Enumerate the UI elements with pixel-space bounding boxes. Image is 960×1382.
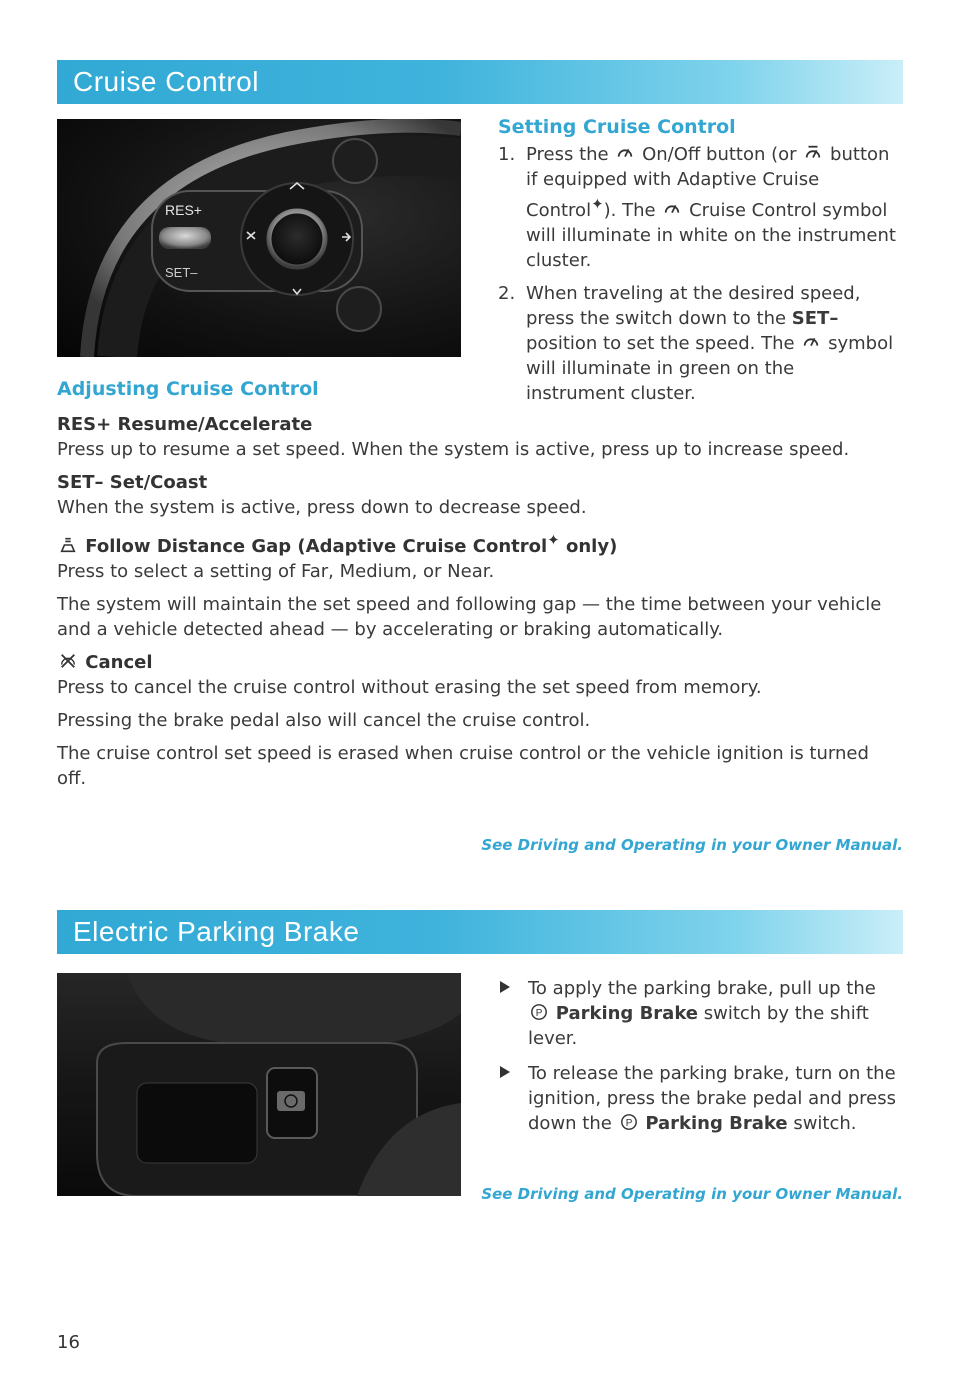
parking-brake-icon — [530, 1003, 548, 1021]
step-text: Press the — [526, 144, 609, 165]
item-text: Pressing the brake pedal also will cancel the cruise control. — [57, 710, 591, 731]
step-text: On/Off button (or — [642, 144, 797, 165]
page-number: 16 — [57, 1332, 80, 1353]
step-text: When traveling at the desired speed, press the switch down to the — [526, 283, 861, 329]
bullet-triangle-icon — [500, 1066, 510, 1078]
steering-wheel-illustration — [57, 119, 461, 357]
set-minus-label: SET– — [165, 265, 198, 280]
list-item — [498, 142, 898, 273]
item-text: Press up to resume a set speed. When the system is active, press up to increase speed. — [57, 439, 850, 460]
res-plus-label: RES+ — [165, 202, 202, 218]
item-title: RES+ Resume/Accelerate — [57, 414, 313, 435]
item-text: Press to cancel the cruise control without erasing the set speed from memory. — [57, 677, 762, 698]
follow-distance-gap-icon — [59, 536, 77, 554]
bullet-triangle-icon — [500, 981, 510, 993]
cruise-control-icon — [663, 200, 681, 218]
superscript-marker: ✦ — [591, 195, 604, 213]
svg-text:P: P — [625, 1118, 632, 1130]
svg-text:P: P — [535, 1008, 543, 1020]
item-title: Cancel — [57, 650, 903, 675]
list-item — [498, 1061, 898, 1136]
setting-cruise-control-section — [498, 116, 898, 414]
step-text: symbol will illuminate in green on the instrument cluster. — [526, 333, 894, 404]
bullet-text: switch. — [793, 1113, 857, 1134]
setting-cruise-control-heading: Setting Cruise Control — [498, 116, 736, 138]
follow-distance-gap-item — [57, 528, 903, 642]
console-illustration — [57, 973, 461, 1196]
set-minus-item — [57, 470, 903, 520]
adjusting-cruise-control-section — [57, 378, 903, 799]
item-text: The cruise control set speed is erased when cruise control or the vehicle ignition is turned off. — [57, 743, 869, 789]
parking-brake-icon — [620, 1113, 638, 1131]
superscript-marker: ✦ — [547, 531, 560, 549]
parking-brake-console-photo — [57, 973, 461, 1196]
item-title: SET– Set/Coast — [57, 472, 208, 493]
step-text: ). The — [603, 200, 656, 221]
cruise-control-icon — [616, 144, 634, 162]
parking-brake-term: Parking Brake — [555, 1003, 699, 1024]
res-plus-item — [57, 412, 903, 462]
parking-brake-list — [498, 976, 898, 1136]
item-text: The system will maintain the set speed and following gap — the time between your vehicle and a vehicle detected ahead — by accelerating or braking automatically. — [57, 594, 882, 640]
bullet-text: switch by the shift lever. — [528, 1003, 869, 1049]
section-banner-cruise-control: Cruise Control — [57, 60, 903, 104]
setting-steps-list — [498, 142, 898, 406]
cancel-icon — [59, 652, 77, 670]
see-owner-manual-note: See Driving and Operating in your Owner Manual. — [481, 1185, 903, 1203]
step-number: 2. — [498, 283, 516, 304]
adjusting-cruise-control-heading: Adjusting Cruise Control — [57, 378, 319, 400]
cruise-control-icon — [802, 333, 820, 351]
bullet-text: To apply the parking brake, pull up the — [528, 978, 876, 999]
step-number: 1. — [498, 144, 516, 165]
parking-brake-instructions — [498, 976, 898, 1146]
bullet-text: To release the parking brake, turn on the ignition, press the brake pedal and press down the — [528, 1063, 896, 1134]
step-text: Cruise Control symbol will illuminate in white on the instrument cluster. — [526, 200, 896, 271]
set-minus-term: SET– — [791, 308, 839, 329]
adaptive-cruise-control-icon — [804, 144, 822, 162]
step-text: button if equipped with Adaptive Cruise Control — [526, 144, 890, 221]
list-item — [498, 976, 898, 1051]
item-title: Follow Distance Gap (Adaptive Cruise Control✦ only) — [57, 528, 903, 559]
section-banner-electric-parking-brake: Electric Parking Brake — [57, 910, 903, 954]
cancel-item — [57, 650, 903, 791]
parking-brake-term: Parking Brake — [645, 1113, 788, 1134]
item-text: When the system is active, press down to decrease speed. — [57, 497, 587, 518]
steering-wheel-controls-photo — [57, 119, 461, 357]
step-text: position to set the speed. The — [526, 333, 795, 354]
item-text: Press to select a setting of Far, Medium, or Near. — [57, 561, 495, 582]
see-owner-manual-note: See Driving and Operating in your Owner Manual. — [481, 836, 903, 854]
